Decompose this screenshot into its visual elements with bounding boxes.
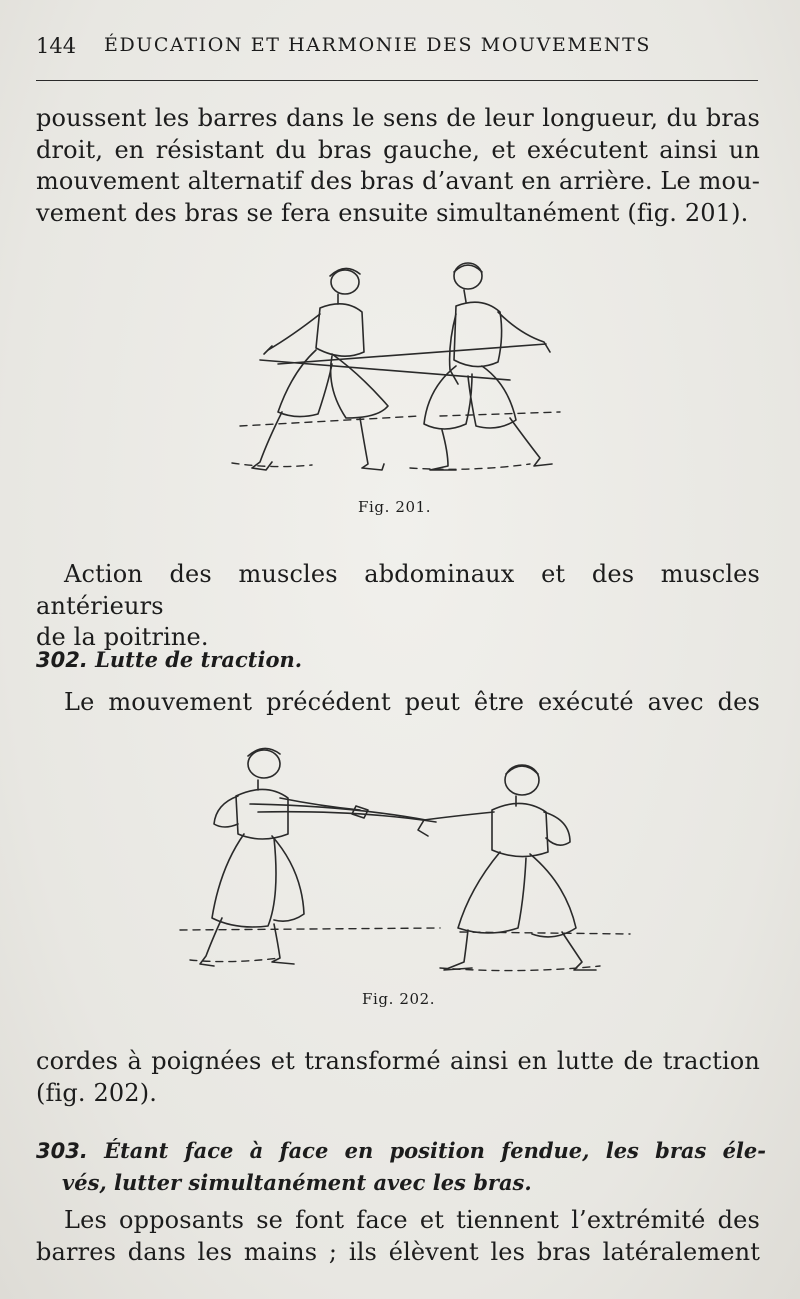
text-line: droit, en résistant du bras gauche, et exécutent ainsi un: [36, 135, 760, 164]
text-line: vement des bras se fera ensuite simultanément (fig. 201).: [36, 198, 749, 227]
section-number: 303.: [36, 1139, 88, 1163]
paragraph-5: [36, 1205, 760, 1268]
figure-202-caption: Fig. 202.: [362, 990, 436, 1008]
paragraph-4: [36, 1046, 760, 1109]
figure-202-illustration: [170, 742, 640, 982]
text-line: Le mouvement précédent peut être exécuté avec des: [64, 688, 760, 716]
text-line: (fig. 202).: [36, 1078, 157, 1107]
paragraph-3: [36, 687, 760, 719]
figure-201-caption: Fig. 201.: [358, 498, 432, 516]
figure-201-illustration: [220, 258, 580, 488]
heading-line: [36, 1135, 766, 1167]
header-rule: [36, 80, 758, 81]
page-number: 144: [36, 34, 77, 58]
paragraph-2: [36, 559, 760, 654]
section-number: 302.: [36, 648, 88, 672]
text-line: cordes à poignées et transformé ainsi en lutte de traction: [36, 1047, 760, 1075]
paragraph-1: [36, 103, 760, 229]
heading-text: Étant face à face en position fendue, les bras éle-: [104, 1138, 766, 1163]
text-line: Les opposants se font face et tiennent l’extrémité des: [64, 1206, 760, 1234]
section-303-heading: [36, 1135, 766, 1198]
heading-line: vés, lutter simultanément avec les bras.: [62, 1170, 532, 1195]
text-line: barres dans les mains ; ils élèvent les bras latéralement: [36, 1237, 760, 1266]
page-header: [36, 30, 760, 64]
text-line: mouvement alternatif des bras d’avant en arrière. Le mou-: [36, 167, 760, 195]
text-line: de la poitrine.: [36, 623, 209, 651]
section-title: Lutte de traction.: [95, 647, 303, 672]
text-line: poussent les barres dans le sens de leur longueur, du bras: [36, 104, 760, 132]
running-title: ÉDUCATION ET HARMONIE DES MOUVEMENTS: [104, 34, 652, 56]
section-302-heading: [36, 644, 436, 676]
text-line: Action des muscles abdominaux et des muscles antérieurs: [36, 560, 760, 620]
